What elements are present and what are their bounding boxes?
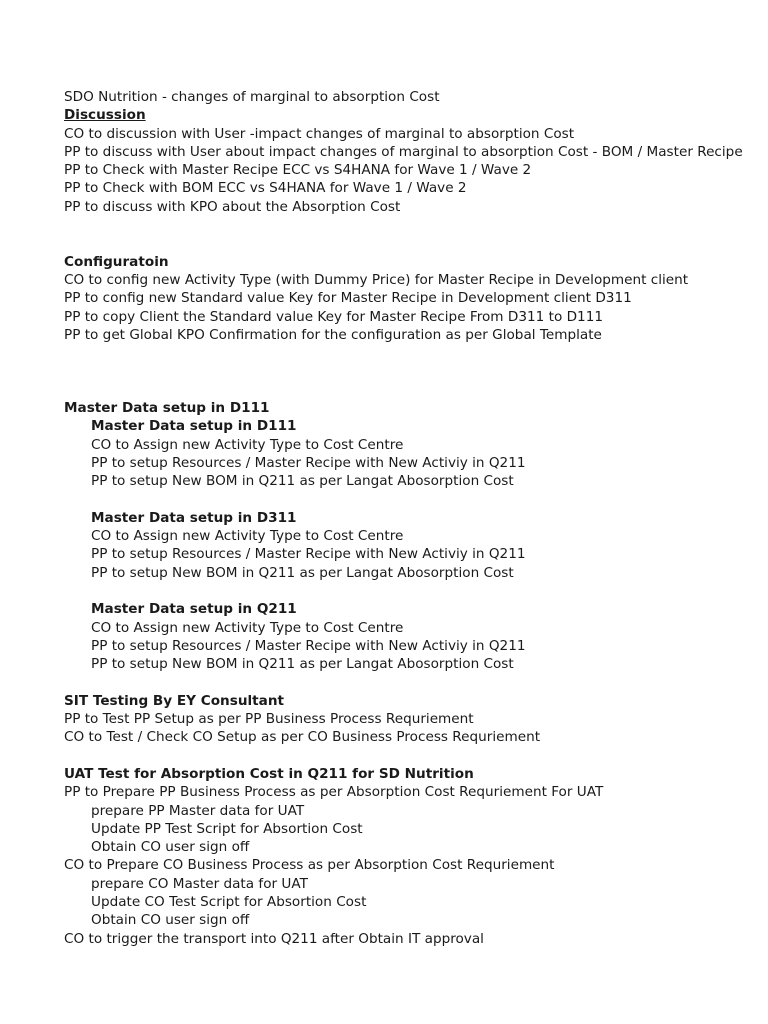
discussion-item: PP to Check with Master Recipe ECC vs S4HANA for Wave 1 / Wave 2 [64,162,532,179]
uat-final-item: CO to trigger the transport into Q211 after Obtain IT approval [64,930,484,947]
spacer [64,491,764,509]
master-data-item: PP to setup New BOM in Q211 as per Langat Abosorption Cost [91,564,514,581]
discussion-item: PP to discuss with KPO about the Absorption Cost [64,198,401,215]
master-data-item: PP to setup Resources / Master Recipe with New Activiy in Q211 [91,546,526,563]
document-title: SDO Nutrition - changes of marginal to absorption Cost [64,89,440,105]
discussion-item: CO to discussion with User -impact changes of marginal to absorption Cost [64,125,575,142]
uat-heading: UAT Test for Absorption Cost in Q211 for SD Nutrition [64,765,474,782]
configuration-item: CO to config new Activity Type (with Dummy Price) for Master Recipe in Development client [64,271,689,288]
configuration-item: PP to config new Standard value Key for Master Recipe in Development client D311 [64,290,632,307]
master-data-item: CO to Assign new Activity Type to Cost Centre [91,436,404,453]
uat-pp-subitem: Obtain CO user sign off [91,839,250,856]
spacer [64,344,764,399]
uat-pp-lead: PP to Prepare PP Business Process as per Absorption Cost Requriement For UAT [64,784,604,801]
configuration-item: PP to copy Client the Standard value Key for Master Recipe From D311 to D111 [64,308,603,325]
uat-co-lead: CO to Prepare CO Business Process as per Absorption Cost Requriement [64,857,555,874]
spacer [64,674,764,692]
configuration-item: PP to get Global KPO Confirmation for the configuration as per Global Template [64,326,602,343]
master-data-item: PP to setup New BOM in Q211 as per Langat Abosorption Cost [91,656,514,673]
sit-heading: SIT Testing By EY Consultant [64,692,285,709]
master-data-item: PP to setup Resources / Master Recipe with New Activiy in Q211 [91,454,526,471]
uat-co-subitem: Update CO Test Script for Absortion Cost [91,894,367,911]
spacer [64,747,764,765]
uat-co-subitem: Obtain CO user sign off [91,912,250,929]
master-data-group-heading: Master Data setup in Q211 [91,601,297,618]
discussion-item: PP to discuss with User about impact changes of marginal to absorption Cost - BOM / Master Recipe [64,143,743,160]
uat-pp-subitem: prepare PP Master data for UAT [91,802,305,819]
uat-pp-subitem: Update PP Test Script for Absortion Cost [91,820,363,837]
spacer [64,216,764,253]
master-data-item: CO to Assign new Activity Type to Cost Centre [91,619,404,636]
master-data-group-heading: Master Data setup in D311 [91,509,297,526]
sit-item: PP to Test PP Setup as per PP Business Process Requriement [64,711,474,728]
master-data-item: CO to Assign new Activity Type to Cost Centre [91,528,404,545]
spacer [64,582,764,600]
sit-item: CO to Test / Check CO Setup as per CO Business Process Requriement [64,729,541,746]
master-data-group-heading: Master Data setup in D111 [91,418,297,435]
uat-co-subitem: prepare CO Master data for UAT [91,875,308,892]
master-data-item: PP to setup New BOM in Q211 as per Langat Abosorption Cost [91,473,514,490]
master-data-item: PP to setup Resources / Master Recipe with New Activiy in Q211 [91,637,526,654]
configuration-heading: Configuratoin [64,253,169,270]
discussion-item: PP to Check with BOM ECC vs S4HANA for Wave 1 / Wave 2 [64,180,467,197]
document-body [64,88,764,948]
master-data-heading: Master Data setup in D111 [64,400,270,417]
discussion-heading: Discussion [64,107,146,124]
